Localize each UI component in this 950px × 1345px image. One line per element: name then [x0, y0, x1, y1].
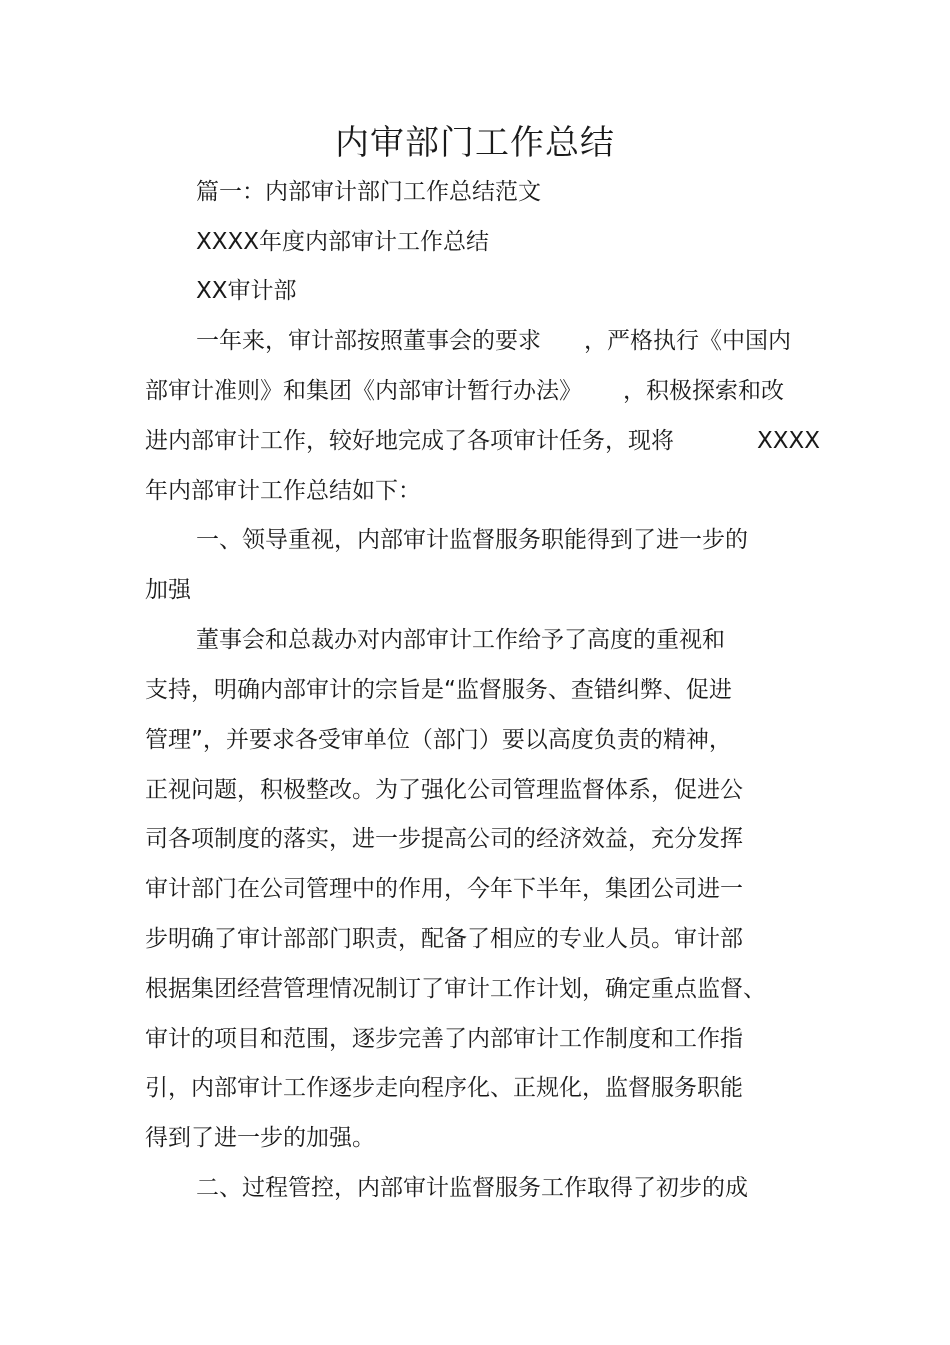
report-title: XXXX年度内部审计工作总结 [196, 229, 490, 255]
paragraph-line: 根据集团经营管理情况制订了审计工作计划，确定重点监督、 [145, 976, 766, 1002]
department-name: XX审计部 [196, 278, 297, 304]
document-title: 内审部门工作总结 [335, 123, 615, 163]
paragraph-line: 审计部门在公司管理中的作用，今年下半年，集团公司进一 [145, 876, 743, 902]
section-heading: 篇一：内部审计部门工作总结范文 [196, 179, 541, 205]
paragraph-line: 司各项制度的落实，进一步提高公司的经济效益，充分发挥 [145, 826, 743, 852]
text-segment: XXXX [757, 428, 821, 454]
paragraph-line: 得到了进一步的加强。 [145, 1125, 375, 1151]
text-segment: 进内部审计工作，较好地完成了各项审计任务，现将 [145, 428, 674, 454]
paragraph-line [196, 326, 816, 356]
text-segment: 部审计准则》和集团《内部审计暂行办法》 [145, 378, 582, 404]
paragraph-line [145, 426, 835, 456]
paragraph-line: 引，内部审计工作逐步走向程序化、正规化，监督服务职能 [145, 1075, 743, 1101]
text-segment: ，严格执行《中国内 [584, 328, 791, 354]
text-segment: ，积极探索和改 [623, 378, 784, 404]
text-segment: 一年来，审计部按照董事会的要求 [196, 328, 541, 354]
paragraph-line: 支持，明确内部审计的宗旨是“监督服务、查错纠弊、促进 [145, 677, 732, 703]
paragraph-line: 步明确了审计部部门职责，配备了相应的专业人员。审计部 [145, 926, 743, 952]
paragraph-line: 年内部审计工作总结如下： [145, 478, 421, 504]
section-heading: 一、领导重视，内部审计监督服务职能得到了进一步的 [196, 527, 748, 553]
paragraph-line: 正视问题，积极整改。为了强化公司管理监督体系，促进公 [145, 777, 743, 803]
section-heading-cont: 加强 [145, 577, 191, 603]
paragraph-line [145, 376, 815, 406]
paragraph-line: 审计的项目和范围，逐步完善了内部审计工作制度和工作指 [145, 1026, 743, 1052]
section-heading: 二、过程管控，内部审计监督服务工作取得了初步的成 [196, 1175, 748, 1201]
paragraph-line: 董事会和总裁办对内部审计工作给予了高度的重视和 [196, 627, 725, 653]
paragraph-line: 管理”，并要求各受审单位（部门）要以高度负责的精神， [145, 727, 732, 753]
